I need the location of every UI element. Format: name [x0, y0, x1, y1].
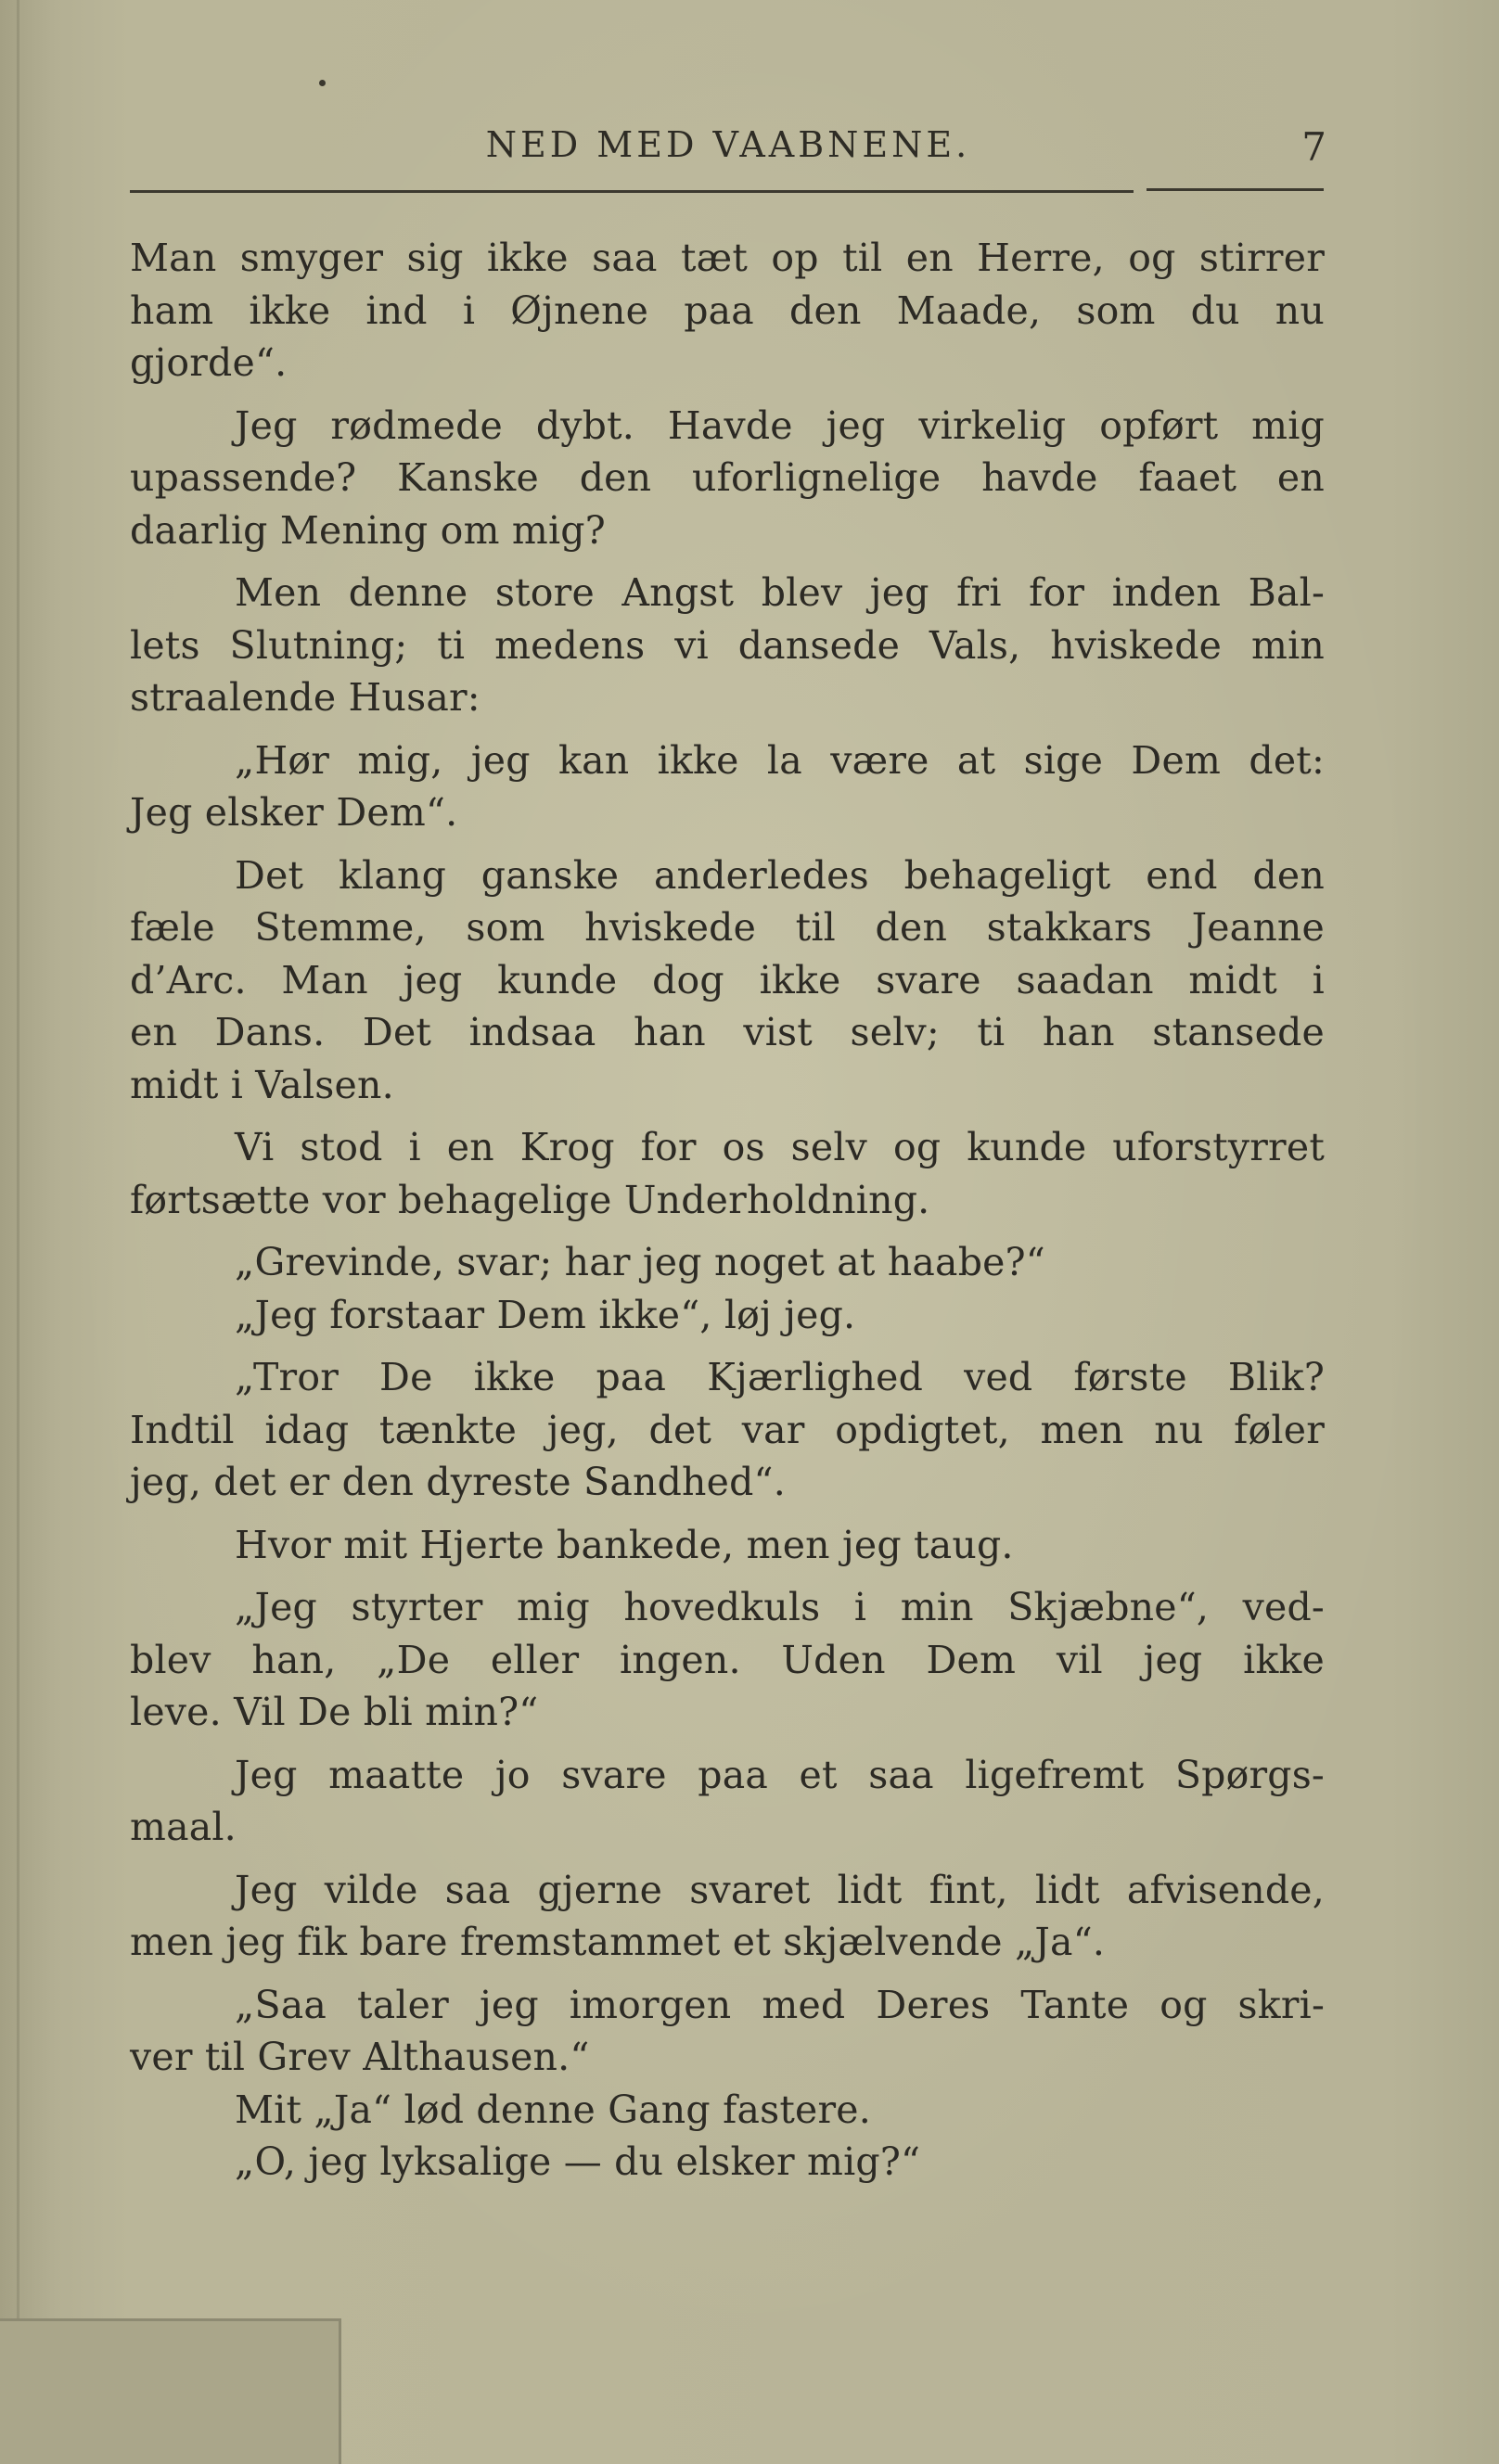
text-line: „Hør mig, jeg kan ikke la være at sige Dem det:	[235, 737, 1325, 783]
running-title: NED MED VAABNENE.	[485, 124, 971, 165]
text-line: ham ikke ind i Øjnene paa den Maade, som du nu	[130, 287, 1325, 333]
text-line: blev han, „De eller ingen. Uden Dem vil jeg ikke	[130, 1637, 1325, 1682]
text-line: „Tror De ikke paa Kjærlighed ved første Blik?	[235, 1355, 1325, 1399]
ink-dot	[319, 80, 326, 86]
header-rule-short	[1147, 188, 1324, 191]
text-line: Man smyger sig ikke saa tæt op til en Herre, og stirrer	[130, 236, 1325, 280]
binding-shadow	[17, 0, 19, 2464]
text-line: Men denne store Angst blev jeg fri for inden Bal-	[235, 570, 1325, 615]
text-line: „Grevinde, svar; har jeg noget at haabe?“	[235, 1240, 1045, 1284]
text-line: d’Arc. Man jeg kunde dog ikke svare saadan midt i	[130, 957, 1325, 1002]
body-text	[130, 232, 1325, 2189]
text-line: Jeg maatte jo svare paa et saa ligefremt Spørgs-	[235, 1752, 1325, 1797]
text-line: gjorde“.	[130, 340, 288, 385]
text-line: ver til Grev Althausen.“	[130, 2035, 590, 2079]
text-line: Hvor mit Hjerte bankede, men jeg taug.	[235, 1522, 1014, 1567]
text-line: Jeg rødmede dybt. Havde jeg virkelig opført mig	[235, 402, 1325, 448]
text-line: en Dans. Det indsaa han vist selv; ti han stansede	[130, 1010, 1325, 1054]
text-line: straalende Husar:	[130, 675, 480, 720]
text-line: fæle Stemme, som hviskede til den stakkars Jeanne	[130, 905, 1325, 950]
text-line: upassende? Kanske den uforlignelige havde faaet en	[130, 455, 1325, 500]
text-line: „Jeg forstaar Dem ikke“, løj jeg.	[235, 1292, 856, 1337]
text-line: Jeg vilde saa gjerne svaret lidt fint, lidt afvisende,	[235, 1867, 1325, 1912]
text-line: Jeg elsker Dem“.	[130, 790, 458, 835]
text-line: leve. Vil De bli min?“	[130, 1690, 539, 1734]
text-line: maal.	[130, 1805, 237, 1849]
text-line: Det klang ganske anderledes behageligt end den	[235, 852, 1325, 898]
text-line: Vi stod i en Krog for os selv og kunde uforstyrret	[235, 1125, 1325, 1169]
text-line: jeg, det er den dyreste Sandhed“.	[130, 1460, 786, 1504]
text-line: „O, jeg lyksalige — du elsker mig?“	[235, 2139, 921, 2184]
text-line: midt i Valsen.	[130, 1062, 394, 1107]
text-line: Mit „Ja“ lød denne Gang fastere.	[235, 2087, 871, 2132]
paper-patch	[0, 2318, 341, 2464]
running-head	[130, 124, 1326, 180]
text-line: førtsætte vor behagelige Underholdning.	[130, 1177, 930, 1222]
text-line: Indtil idag tænkte jeg, det var opdigtet, men nu føler	[130, 1407, 1325, 1452]
text-line: „Jeg styrter mig hovedkuls i min Skjæbne“, ved-	[235, 1585, 1325, 1629]
text-line: daarlig Mening om mig?	[130, 507, 606, 553]
text-line: „Saa taler jeg imorgen med Deres Tante og skri-	[235, 1982, 1325, 2027]
header-rule	[130, 190, 1134, 193]
text-line: lets Slutning; ti medens vi dansede Vals, hviskede min	[130, 622, 1325, 668]
page-number: 7	[1301, 124, 1326, 170]
text-line: men jeg fik bare fremstammet et skjælvende „Ja“.	[130, 1920, 1106, 1964]
